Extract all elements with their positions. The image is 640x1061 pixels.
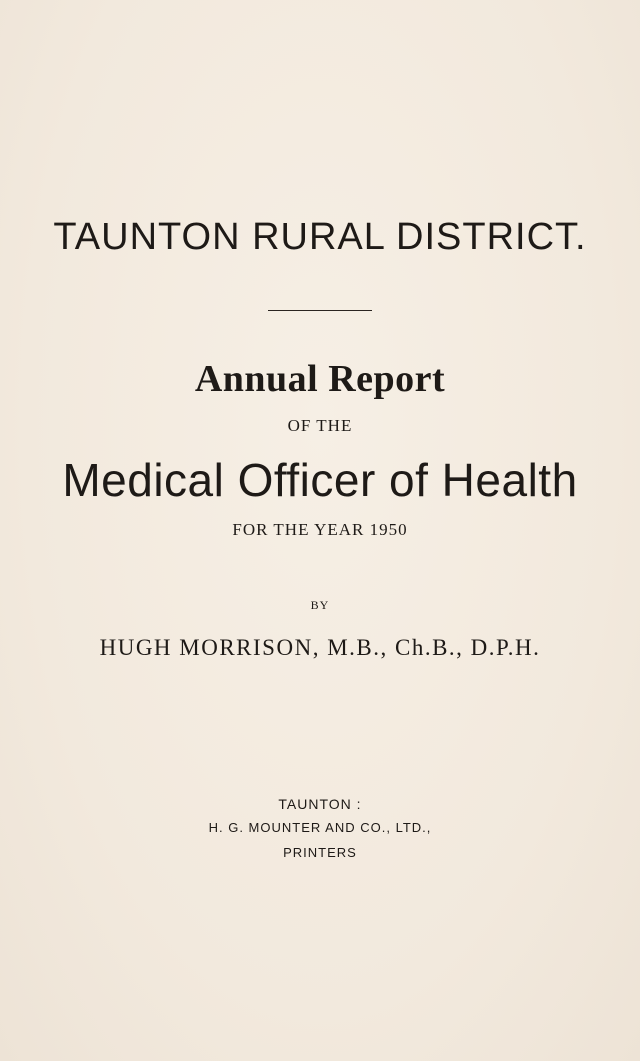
officer-title: Medical Officer of Health: [62, 454, 578, 506]
district-heading: TAUNTON RURAL DISTRICT.: [53, 216, 587, 258]
of-the-text: OF THE: [287, 416, 353, 435]
by-text: BY: [310, 598, 330, 612]
imprint-place: TAUNTON :: [278, 796, 362, 812]
imprint-role: PRINTERS: [283, 845, 357, 860]
report-year: FOR THE YEAR 1950: [232, 520, 408, 539]
author-name: HUGH MORRISON, M.B., Ch.B., D.P.H.: [99, 635, 541, 660]
divider-rule: [268, 310, 372, 311]
imprint-printer: H. G. MOUNTER AND CO., LTD.,: [208, 820, 432, 835]
report-title: Annual Report: [194, 358, 446, 400]
